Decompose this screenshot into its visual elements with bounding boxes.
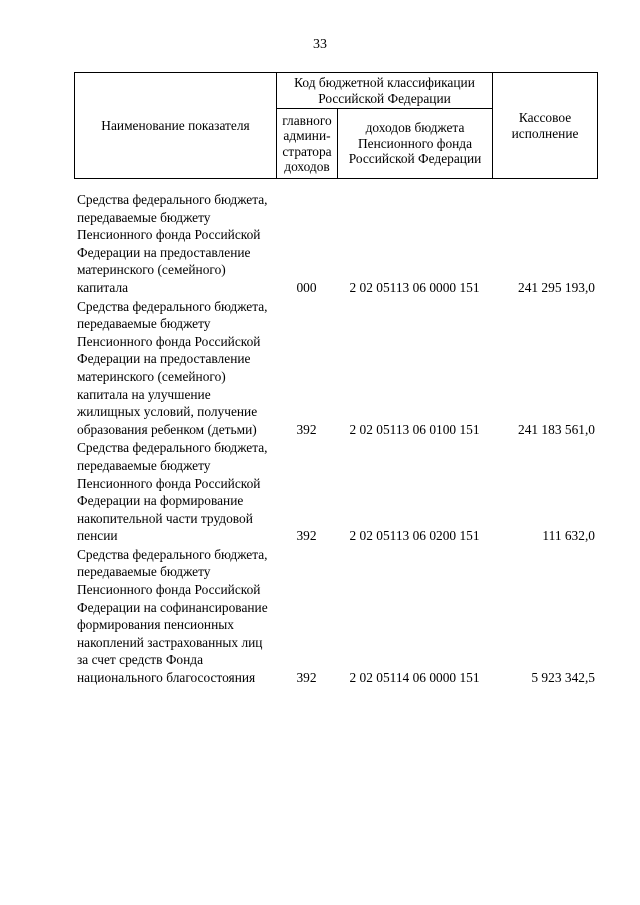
table-body [74,191,597,688]
row-name: Средства федерального бюджета, передаваемые бюджету Пенсионного фонда Российской Федерации на предоставление материнского (семейного) капитала на улучшение жилищных условий, получение образования ребенком (детьми) [77,298,268,437]
row-amount: 111 632,0 [542,528,595,544]
row-admin-code: 392 [296,421,317,437]
row-name: Средства федерального бюджета, передаваемые бюджету Пенсионного фонда Российской Федерации на предоставление материнского (семейного) капитала [77,192,268,295]
row-amount: 241 295 193,0 [518,279,595,295]
header-main-administrator: главного админи-стратора доходов [277,109,338,179]
row-revenue-code: 2 02 05113 06 0200 151 [349,528,480,544]
row-revenue-code: 2 02 05114 06 0000 151 [349,670,480,686]
row-name: Средства федерального бюджета, передаваемые бюджету Пенсионного фонда Российской Федерации на софинансирование формирования пенсионных накоплений застрахованных лиц за счет средств Фонда национального благосостояния [77,546,268,686]
budget-table [74,72,597,688]
header-pension-fund-revenue: доходов бюджета Пенсионного фонда Российской Федерации [338,109,493,179]
header-classification-code: Код бюджетной классификации Российской Федерации [277,73,493,109]
table-row [74,546,597,688]
header-cash-execution: Кассовое исполнение [493,73,598,179]
table-header [74,72,598,179]
table-row [74,298,597,440]
page-number: 33 [313,37,327,52]
row-admin-code: 000 [296,279,317,295]
row-admin-code: 392 [296,670,317,686]
table-row [74,439,597,546]
row-name: Средства федерального бюджета, передаваемые бюджету Пенсионного фонда Российской Федерации на формирование накопительной части трудовой пенсии [77,440,268,544]
row-revenue-code: 2 02 05113 06 0000 151 [349,279,480,295]
table-row [74,191,597,298]
row-amount: 5 923 342,5 [531,670,595,686]
row-amount: 241 183 561,0 [518,421,595,437]
row-revenue-code: 2 02 05113 06 0100 151 [349,421,480,437]
row-admin-code: 392 [296,528,317,544]
header-indicator-name: Наименование показателя [75,73,277,179]
